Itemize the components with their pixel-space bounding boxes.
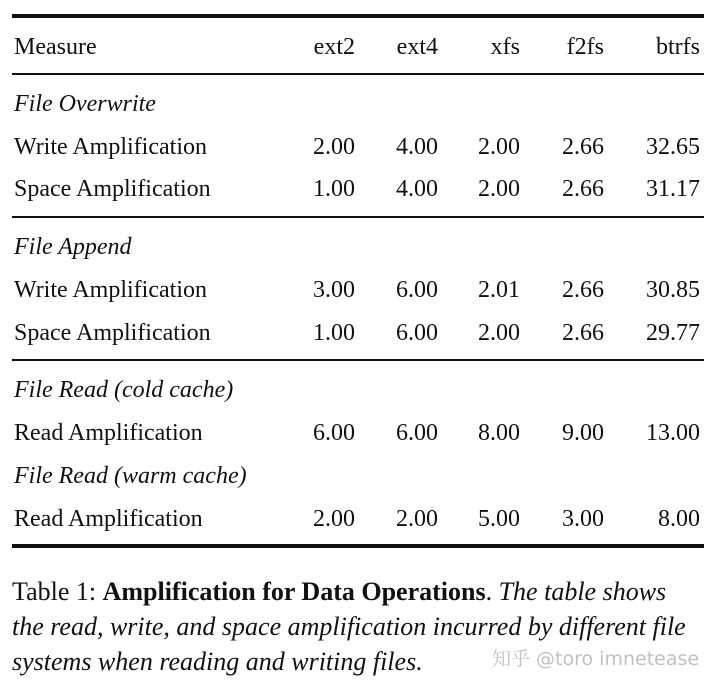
row-label: Write Amplification <box>14 277 207 303</box>
caption-number: Table 1: <box>12 577 97 606</box>
cell-f2fs: 3.00 <box>562 506 604 532</box>
table-row <box>0 273 720 307</box>
column-header-btrfs: btrfs <box>656 34 700 60</box>
section-heading-row <box>0 459 720 493</box>
column-header-ext2: ext2 <box>313 34 355 60</box>
group-rule <box>12 216 704 218</box>
group-rule <box>12 359 704 361</box>
row-label: Write Amplification <box>14 134 207 160</box>
section-heading: File Append <box>14 234 132 260</box>
cell-xfs: 8.00 <box>478 420 520 446</box>
cell-xfs: 5.00 <box>478 506 520 532</box>
cell-f2fs: 9.00 <box>562 420 604 446</box>
row-label: Read Amplification <box>14 420 203 446</box>
cell-f2fs: 2.66 <box>562 176 604 202</box>
bottom-rule <box>12 544 704 548</box>
table-row <box>0 416 720 450</box>
section-heading-row <box>0 373 720 407</box>
row-label: Space Amplification <box>14 320 211 346</box>
section-heading: File Read (warm cache) <box>14 463 247 489</box>
cell-ext4: 4.00 <box>396 134 438 160</box>
table-row <box>0 130 720 164</box>
cell-ext2: 6.00 <box>313 420 355 446</box>
cell-ext2: 1.00 <box>313 320 355 346</box>
cell-xfs: 2.00 <box>478 320 520 346</box>
cell-btrfs: 31.17 <box>646 176 700 202</box>
top-rule <box>12 14 704 18</box>
row-label: Space Amplification <box>14 176 211 202</box>
cell-btrfs: 29.77 <box>646 320 700 346</box>
cell-f2fs: 2.66 <box>562 320 604 346</box>
cell-ext4: 2.00 <box>396 506 438 532</box>
cell-xfs: 2.00 <box>478 176 520 202</box>
cell-xfs: 2.00 <box>478 134 520 160</box>
table-row <box>0 316 720 350</box>
cell-f2fs: 2.66 <box>562 277 604 303</box>
table-row <box>0 172 720 206</box>
cell-ext2: 1.00 <box>313 176 355 202</box>
cell-ext4: 6.00 <box>396 420 438 446</box>
header-rule <box>12 73 704 75</box>
header-row <box>0 30 720 64</box>
cell-ext4: 6.00 <box>396 320 438 346</box>
column-header-measure: Measure <box>14 34 97 60</box>
cell-ext4: 4.00 <box>396 176 438 202</box>
watermark: 知乎 @toro imnetease <box>492 648 700 670</box>
cell-btrfs: 13.00 <box>646 420 700 446</box>
caption-period: . <box>485 577 493 606</box>
section-heading: File Overwrite <box>14 91 156 117</box>
cell-xfs: 2.01 <box>478 277 520 303</box>
row-label: Read Amplification <box>14 506 203 532</box>
cell-btrfs: 32.65 <box>646 134 700 160</box>
section-heading-row <box>0 230 720 264</box>
caption-title: Amplification for Data Operations <box>102 577 486 606</box>
cell-f2fs: 2.66 <box>562 134 604 160</box>
section-heading-row <box>0 87 720 121</box>
cell-btrfs: 8.00 <box>658 506 700 532</box>
column-header-xfs: xfs <box>490 34 520 60</box>
caption-text: The table shows the read, write, and space amplification incurred by different file systems when reading and writing files. <box>12 577 686 676</box>
column-header-f2fs: f2fs <box>566 34 604 60</box>
cell-ext2: 2.00 <box>313 506 355 532</box>
section-heading: File Read (cold cache) <box>14 377 234 403</box>
cell-ext2: 2.00 <box>313 134 355 160</box>
cell-btrfs: 30.85 <box>646 277 700 303</box>
column-header-ext4: ext4 <box>396 34 438 60</box>
cell-ext4: 6.00 <box>396 277 438 303</box>
table-row <box>0 502 720 536</box>
cell-ext2: 3.00 <box>313 277 355 303</box>
